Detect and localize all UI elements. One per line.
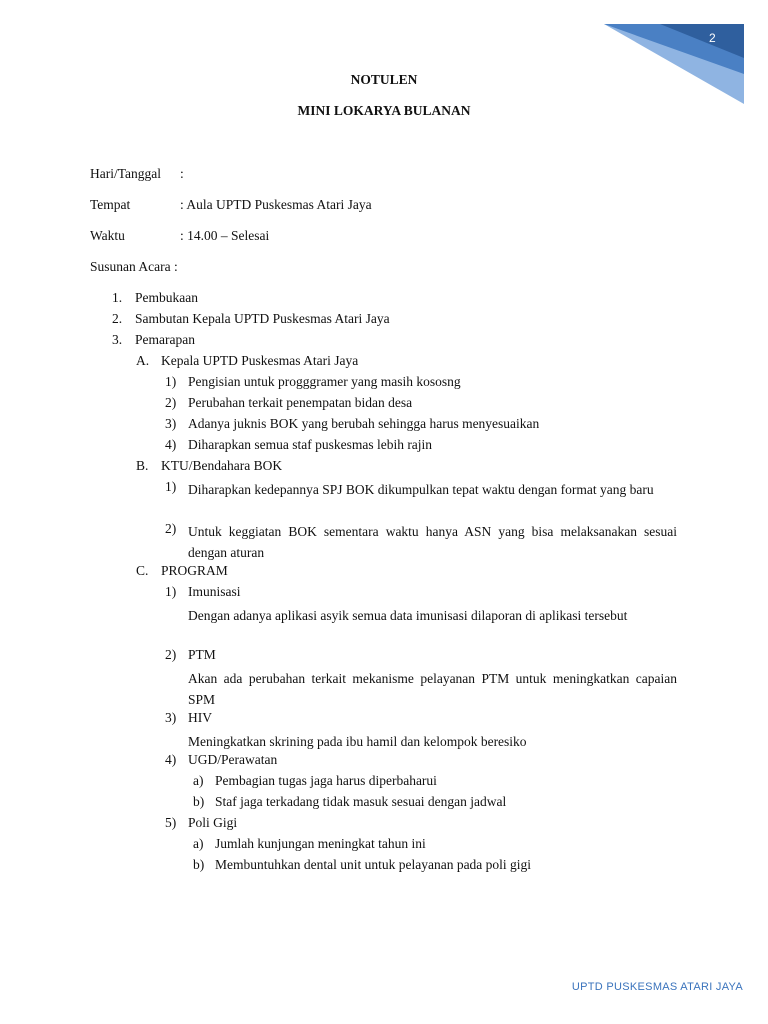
sub-point-letter: b): [193, 857, 205, 872]
agenda-item-number: 2.: [112, 311, 123, 326]
program-description: Dengan adanya aplikasi asyik semua data imunisasi dilaporan di aplikasi tersebut: [188, 608, 628, 623]
program-name: HIV: [188, 710, 212, 725]
program-name: UGD/Perawatan: [188, 752, 278, 767]
agenda-item-number: 3.: [112, 332, 123, 347]
agenda-label: Susunan Acara :: [90, 259, 178, 274]
section-label: C.: [136, 563, 149, 578]
point-text: Pengisian untuk progggramer yang masih kososng: [188, 374, 461, 389]
program-number: 5): [165, 815, 177, 830]
program-number: 1): [165, 584, 177, 599]
point-number: 2): [165, 395, 177, 410]
agenda-item-text: Sambutan Kepala UPTD Puskesmas Atari Jaya: [135, 311, 390, 326]
document-title: NOTULEN: [350, 72, 418, 87]
section-label: B.: [136, 458, 149, 473]
sub-point-letter: a): [193, 773, 204, 788]
agenda-item-number: 1.: [112, 290, 123, 305]
agenda-item-text: Pembukaan: [135, 290, 198, 305]
section-title: KTU/Bendahara BOK: [161, 458, 283, 473]
point-number: 3): [165, 416, 177, 431]
program-name: Imunisasi: [188, 584, 241, 599]
header-corner-decoration: [0, 0, 768, 120]
agenda-item-text: Pemarapan: [135, 332, 195, 347]
program-description: Meningkatkan skrining pada ibu hamil dan kelompok beresiko: [188, 734, 527, 749]
point-number: 1): [165, 374, 177, 389]
point-text: Perubahan terkait penempatan bidan desa: [188, 395, 413, 410]
place-label: Tempat: [90, 197, 131, 212]
page-number: 2: [709, 31, 716, 45]
section-label: A.: [136, 353, 150, 368]
day-value: :: [180, 166, 184, 181]
time-label: Waktu: [90, 228, 125, 243]
program-name: Poli Gigi: [188, 815, 238, 830]
program-description: Akan ada perubahan terkait mekanisme pelayanan PTM untuk meningkatkan capaian SPM: [188, 671, 677, 707]
place-value: : Aula UPTD Puskesmas Atari Jaya: [180, 197, 372, 212]
point-number: 2): [165, 521, 177, 536]
sub-point-text: Staf jaga terkadang tidak masuk sesuai dengan jadwal: [215, 794, 507, 809]
program-name: PTM: [188, 647, 216, 662]
program-number: 4): [165, 752, 177, 767]
point-text: Adanya juknis BOK yang berubah sehingga harus menyesuaikan: [188, 416, 540, 431]
point-text: Untuk keggiatan BOK sementara waktu hanya ASN yang bisa melaksanakan sesuai dengan aturan: [188, 524, 677, 560]
section-title: Kepala UPTD Puskesmas Atari Jaya: [161, 353, 359, 368]
document-subtitle: MINI LOKARYA BULANAN: [297, 103, 471, 118]
sub-point-text: Jumlah kunjungan meningkat tahun ini: [215, 836, 426, 851]
point-text: Diharapkan kedepannya SPJ BOK dikumpulkan tepat waktu dengan format yang baru: [188, 482, 654, 497]
sub-point-text: Pembagian tugas jaga harus diperbaharui: [215, 773, 437, 788]
sub-point-letter: b): [193, 794, 205, 809]
point-text: Diharapkan semua staf puskesmas lebih rajin: [188, 437, 433, 452]
program-number: 2): [165, 647, 177, 662]
point-number: 4): [165, 437, 177, 452]
footer-organization: UPTD PUSKESMAS ATARI JAYA: [571, 981, 743, 993]
time-value: : 14.00 – Selesai: [180, 228, 270, 243]
section-title: PROGRAM: [161, 563, 228, 578]
point-number: 1): [165, 479, 177, 494]
day-label: Hari/Tanggal: [90, 166, 162, 181]
sub-point-letter: a): [193, 836, 204, 851]
program-number: 3): [165, 710, 177, 725]
sub-point-text: Membuntuhkan dental unit untuk pelayanan pada poli gigi: [215, 857, 532, 872]
